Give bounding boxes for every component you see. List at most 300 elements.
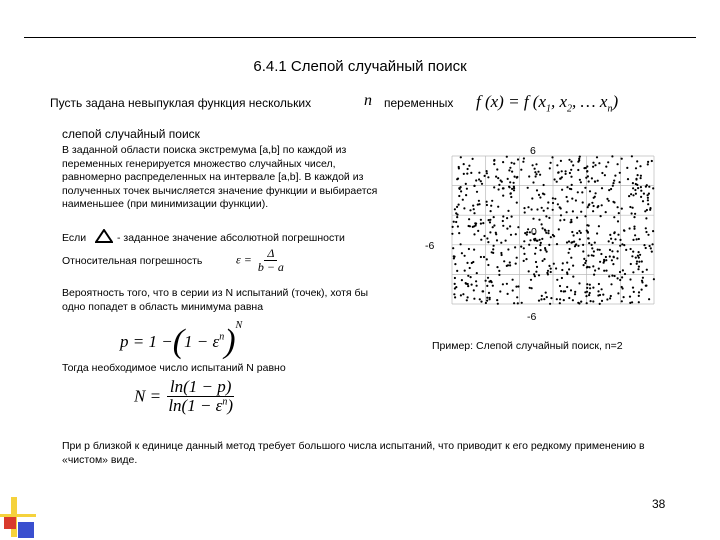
scatter-point	[566, 286, 568, 288]
scatter-point	[507, 293, 509, 295]
scatter-point	[453, 221, 455, 223]
scatter-point	[566, 262, 568, 264]
scatter-point	[520, 246, 522, 248]
scatter-point	[502, 195, 504, 197]
scatter-point	[460, 156, 462, 158]
scatter-point	[584, 187, 586, 189]
scatter-point	[532, 164, 534, 166]
scatter-point	[510, 234, 512, 236]
intro-suffix: переменных	[384, 96, 454, 110]
scatter-point	[454, 263, 456, 265]
scatter-point	[586, 302, 588, 304]
scatter-point	[597, 249, 599, 251]
scatter-point	[568, 240, 570, 242]
scatter-point	[635, 167, 637, 169]
scatter-point	[550, 297, 552, 299]
scatter-point	[480, 239, 482, 241]
scatter-point	[529, 287, 531, 289]
scatter-point	[614, 238, 616, 240]
scatter-point	[490, 205, 492, 207]
scatter-point	[512, 279, 514, 281]
scatter-point	[576, 217, 578, 219]
tick-label-top: 6	[530, 145, 536, 157]
scatter-point	[559, 206, 561, 208]
scatter-point	[475, 223, 477, 225]
scatter-point	[621, 300, 623, 302]
scatter-point	[633, 226, 635, 228]
scatter-point	[586, 287, 588, 289]
scatter-point	[515, 286, 517, 288]
scatter-point	[605, 259, 607, 261]
scatter-point	[473, 208, 475, 210]
scatter-point	[586, 170, 588, 172]
scatter-point	[517, 285, 519, 287]
scatter-point	[465, 194, 467, 196]
scatter-point	[493, 186, 495, 188]
scatter-point	[645, 285, 647, 287]
scatter-point	[633, 291, 635, 293]
prob-text: Вероятность того, что в серии из N испытаний (точек), хотя бы одно попадет в область минимума равна	[62, 287, 369, 313]
scatter-point	[629, 206, 631, 208]
scatter-point	[552, 197, 554, 199]
scatter-point	[560, 160, 562, 162]
scatter-point	[632, 194, 634, 196]
scatter-point	[513, 182, 515, 184]
scatter-point	[538, 194, 540, 196]
scatter-point	[610, 238, 612, 240]
scatter-point	[613, 216, 615, 218]
scatter-point	[456, 216, 458, 218]
scatter-point	[468, 248, 470, 250]
scatter-point	[511, 171, 513, 173]
scatter-point	[550, 236, 552, 238]
scatter-point	[516, 296, 518, 298]
scatter-point	[458, 166, 460, 168]
scatter-point	[502, 187, 504, 189]
scatter-point	[468, 218, 470, 220]
scatter-point	[585, 260, 587, 262]
scatter-point	[513, 186, 515, 188]
scatter-point	[534, 253, 536, 255]
scatter-point	[649, 209, 651, 211]
scatter-point	[570, 176, 572, 178]
scatter-point	[618, 212, 620, 214]
scatter-point	[638, 301, 640, 303]
scatter-point	[588, 204, 590, 206]
scatter-point	[530, 279, 532, 281]
scatter-point	[526, 234, 528, 236]
scatter-point	[631, 255, 633, 257]
scatter-point	[601, 187, 603, 189]
scatter-point	[542, 227, 544, 229]
scatter-point	[603, 260, 605, 262]
scatter-point	[568, 252, 570, 254]
scatter-point	[592, 300, 594, 302]
tick-label-left: -6	[425, 240, 435, 252]
scatter-point	[531, 197, 533, 199]
scatter-point	[647, 197, 649, 199]
scatter-point	[636, 184, 638, 186]
scatter-point	[614, 231, 616, 233]
scatter-point	[596, 232, 598, 234]
scatter-point	[599, 249, 601, 251]
scatter-point	[458, 232, 460, 234]
scatter-point	[631, 212, 633, 214]
scatter-point	[638, 291, 640, 293]
scatter-point	[454, 296, 456, 298]
if-text: - заданное значение абсолютной погрешности	[117, 232, 345, 244]
scatter-point	[619, 239, 621, 241]
scatter-point	[506, 265, 508, 267]
scatter-point	[621, 276, 623, 278]
scatter-point	[641, 260, 643, 262]
scatter-point	[582, 250, 584, 252]
scatter-point	[516, 177, 518, 179]
scatter-point	[629, 296, 631, 298]
scatter-point	[502, 215, 504, 217]
scatter-point	[608, 240, 610, 242]
scatter-point	[600, 253, 602, 255]
scatter-point	[592, 166, 594, 168]
scatter-point	[568, 297, 570, 299]
scatter-point	[647, 163, 649, 165]
scatter-point	[608, 200, 610, 202]
scatter-point	[617, 220, 619, 222]
scatter-point	[557, 203, 559, 205]
scatter-point	[583, 264, 585, 266]
scatter-point	[548, 265, 550, 267]
scatter-point	[471, 284, 473, 286]
scatter-point	[594, 242, 596, 244]
scatter-point	[588, 266, 590, 268]
scatter-point	[637, 187, 639, 189]
scatter-point	[487, 277, 489, 279]
scatter-point	[496, 299, 498, 301]
scatter-point	[452, 226, 454, 228]
scatter-point	[472, 226, 474, 228]
scatter-point	[509, 186, 511, 188]
scatter-point	[502, 161, 504, 163]
scatter-point	[486, 297, 488, 299]
scatter-point	[638, 266, 640, 268]
scatter-point	[528, 270, 530, 272]
scatter-point	[594, 181, 596, 183]
scatter-point	[591, 177, 593, 179]
scatter-point	[496, 266, 498, 268]
section-heading: слепой случайный поиск	[62, 127, 200, 141]
scatter-point	[526, 231, 528, 233]
scatter-point	[451, 233, 453, 235]
scatter-point	[465, 183, 467, 185]
scatter-point	[515, 263, 517, 265]
scatter-point	[572, 276, 574, 278]
scatter-point	[625, 249, 627, 251]
scatter-point	[581, 191, 583, 193]
scatter-point	[567, 200, 569, 202]
scatter-point	[647, 199, 649, 201]
scatter-point	[612, 182, 614, 184]
scatter-point	[512, 289, 514, 291]
scatter-point	[607, 161, 609, 163]
scatter-point	[466, 262, 468, 264]
scatter-point	[462, 293, 464, 295]
scatter-point	[634, 234, 636, 236]
scatter-point	[566, 211, 568, 213]
scatter-point	[652, 243, 654, 245]
scatter-point	[621, 158, 623, 160]
scatter-point	[561, 277, 563, 279]
scatter-point	[598, 268, 600, 270]
scatter-point	[492, 252, 494, 254]
scatter-point	[537, 171, 539, 173]
scatter-point	[638, 251, 640, 253]
scatter-point	[562, 262, 564, 264]
scatter-point	[509, 225, 511, 227]
scatter-point	[509, 181, 511, 183]
scatter-point	[558, 228, 560, 230]
scatter-point	[501, 254, 503, 256]
scatter-point	[571, 198, 573, 200]
scatter-point	[525, 258, 527, 260]
scatter-point	[635, 178, 637, 180]
scatter-point	[498, 270, 500, 272]
scatter-point	[652, 230, 654, 232]
scatter-point	[559, 285, 561, 287]
scatter-point	[473, 289, 475, 291]
intro-prefix: Пусть задана невыпуклая функция нескольких	[50, 96, 312, 110]
scatter-point	[498, 274, 500, 276]
scatter-point	[653, 278, 655, 280]
tick-label-bottom: -6	[527, 311, 537, 323]
scatter-point	[588, 294, 590, 296]
scatter-point	[609, 234, 611, 236]
scatter-point	[576, 232, 578, 234]
page-number: 38	[652, 497, 666, 511]
scatter-point	[648, 186, 650, 188]
scatter-point	[587, 206, 589, 208]
scatter-point	[486, 285, 488, 287]
scatter-point	[463, 163, 465, 165]
scatter-point	[480, 223, 482, 225]
scatter-point	[558, 171, 560, 173]
scatter-point	[539, 239, 541, 241]
scatter-point	[543, 210, 545, 212]
scatter-point	[582, 244, 584, 246]
scatter-point	[586, 283, 588, 285]
scatter-point	[561, 170, 563, 172]
scatter-point	[636, 260, 638, 262]
scatter-point	[532, 218, 534, 220]
intro-var: n	[364, 92, 372, 109]
scatter-point	[570, 219, 572, 221]
scatter-point	[547, 270, 549, 272]
scatter-point	[460, 243, 462, 245]
scatter-point	[475, 280, 477, 282]
scatter-point	[589, 284, 591, 286]
scatter-point	[464, 255, 466, 257]
scatter-point	[509, 193, 511, 195]
scatter-point	[548, 217, 550, 219]
scatter-point	[560, 290, 562, 292]
scatter-point	[527, 228, 529, 230]
scatter-point	[623, 244, 625, 246]
scatter-point	[563, 290, 565, 292]
scatter-point	[572, 164, 574, 166]
formula-f: f (x) = f ($x_1$, $x_2$, … $x_n$)	[476, 92, 619, 115]
scatter-point	[524, 211, 526, 213]
scatter-point	[527, 187, 529, 189]
scatter-point	[609, 255, 611, 257]
scatter-point	[617, 277, 619, 279]
scatter-point	[619, 172, 621, 174]
scatter-point	[597, 290, 599, 292]
scatter-point	[570, 188, 572, 190]
scatter-point	[611, 155, 613, 157]
scatter-point	[523, 247, 525, 249]
tick-label-center: 0	[531, 226, 537, 238]
scatter-point	[502, 225, 504, 227]
scatter-point	[552, 202, 554, 204]
scatter-point	[629, 302, 631, 304]
scatter-point	[612, 185, 614, 187]
scatter-point	[540, 298, 542, 300]
scatter-point	[586, 230, 588, 232]
scatter-point	[486, 237, 488, 239]
scatter-point	[473, 249, 475, 251]
scatter-point	[492, 226, 494, 228]
scatter-point	[592, 210, 594, 212]
scatter-point	[468, 225, 470, 227]
scatter-point	[637, 255, 639, 257]
scatter-point	[613, 180, 615, 182]
scatter-point	[588, 180, 590, 182]
scatter-point	[457, 178, 459, 180]
scatter-point	[570, 242, 572, 244]
scatter-point	[539, 174, 541, 176]
scatter-point	[578, 230, 580, 232]
scatter-point	[639, 254, 641, 256]
scatter-point	[572, 299, 574, 301]
scatter-point	[505, 240, 507, 242]
scatter-point	[456, 206, 458, 208]
scatter-point	[547, 201, 549, 203]
scatter-point	[502, 220, 504, 222]
scatter-point	[638, 261, 640, 263]
scatter-point	[553, 263, 555, 265]
scatter-point	[563, 219, 565, 221]
scatter-point	[614, 175, 616, 177]
scatter-point	[609, 297, 611, 299]
scatter-point	[646, 269, 648, 271]
scatter-point	[619, 245, 621, 247]
scatter-point	[612, 242, 614, 244]
scatter-point	[548, 230, 550, 232]
scatter-point	[486, 172, 488, 174]
scatter-point	[460, 186, 462, 188]
scatter-point	[460, 294, 462, 296]
scatter-point	[493, 245, 495, 247]
scatter-point	[587, 237, 589, 239]
scatter-point	[606, 298, 608, 300]
scatter-point	[645, 231, 647, 233]
scatter-point	[579, 179, 581, 181]
scatter-point	[642, 271, 644, 273]
scatter-point	[502, 283, 504, 285]
scatter-point	[573, 241, 575, 243]
scatter-point	[642, 200, 644, 202]
scatter-point	[571, 231, 573, 233]
scatter-point	[589, 292, 591, 294]
scatter-point	[577, 191, 579, 193]
scatter-point	[466, 173, 468, 175]
scatter-point	[624, 273, 626, 275]
scatter-point	[600, 215, 602, 217]
scatter-point	[543, 184, 545, 186]
scatter-point	[560, 214, 562, 216]
scatter-point	[500, 252, 502, 254]
scatter-point	[570, 221, 572, 223]
scatter-point	[636, 160, 638, 162]
scatter-point	[511, 162, 513, 164]
scatter-point	[467, 275, 469, 277]
scatter-point	[486, 201, 488, 203]
scatter-point	[578, 282, 580, 284]
scatter-point	[467, 296, 469, 298]
scatter-point	[599, 294, 601, 296]
scatter-point	[632, 251, 634, 253]
scatter-point	[549, 167, 551, 169]
scatter-point	[472, 158, 474, 160]
scatter-point	[630, 193, 632, 195]
scatter-point	[476, 272, 478, 274]
scatter-point	[580, 232, 582, 234]
scatter-point	[541, 238, 543, 240]
scatter-point	[559, 298, 561, 300]
scatter-point	[490, 210, 492, 212]
scatter-point	[467, 168, 469, 170]
scatter-point	[482, 290, 484, 292]
chart-caption: Пример: Слепой случайный поиск, n=2	[432, 340, 623, 352]
scatter-point	[454, 208, 456, 210]
scatter-point	[565, 173, 567, 175]
scatter-point	[506, 156, 508, 158]
scatter-point	[506, 283, 508, 285]
scatter-point	[533, 273, 535, 275]
scatter-point	[638, 257, 640, 259]
scatter-point	[597, 180, 599, 182]
scatter-point	[458, 195, 460, 197]
scatter-point	[606, 198, 608, 200]
scatter-point	[623, 296, 625, 298]
scatter-point	[477, 230, 479, 232]
scatter-point	[482, 222, 484, 224]
scatter-point	[588, 225, 590, 227]
scatter-point	[632, 207, 634, 209]
scatter-point	[594, 269, 596, 271]
scatter-point	[545, 292, 547, 294]
scatter-point	[633, 216, 635, 218]
scatter-point	[493, 224, 495, 226]
scatter-point	[619, 181, 621, 183]
scatter-point	[493, 216, 495, 218]
scatter-point	[527, 206, 529, 208]
scatter-point	[635, 257, 637, 259]
scatter-point	[473, 212, 475, 214]
scatter-point	[608, 189, 610, 191]
scatter-point	[611, 259, 613, 261]
scatter-point	[552, 209, 554, 211]
scatter-point	[645, 227, 647, 229]
